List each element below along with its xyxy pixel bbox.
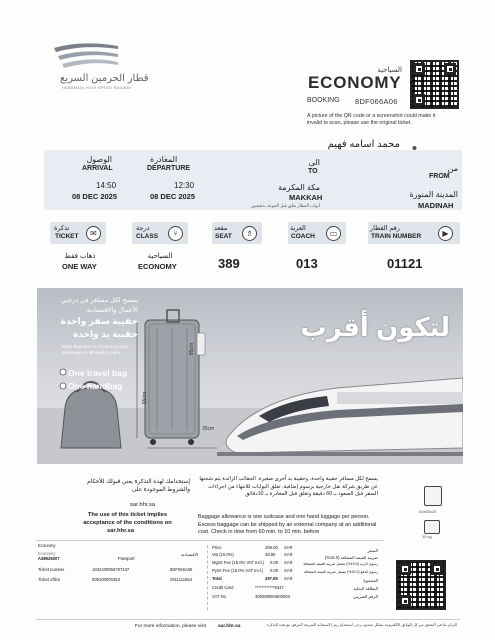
coach-label-ar: العربة <box>290 225 306 232</box>
vat-value: 38.85 <box>265 552 276 557</box>
receipt-id-label: Economy <box>38 551 56 556</box>
total-value: 297.85 <box>265 576 278 581</box>
dimension-width: 35cm <box>202 426 215 432</box>
to-station-ar: مكة المكرمة <box>278 183 320 192</box>
footer-more-info: For more information, please visit <box>135 624 206 629</box>
to-station-en: MAKKAH <box>289 193 323 202</box>
from-label-en: FROM <box>429 173 450 180</box>
vat-no-label: VAT No <box>212 594 226 599</box>
currency-total: SAR <box>284 576 293 581</box>
coach-label-en: COACH <box>291 233 315 240</box>
card-label-ar: البطاقة البنكية <box>353 586 378 591</box>
terms-left-ar: إستخدامك لهذه التذكرة يعني قبولك للأحكام والشروط الموجودة على <box>87 479 190 493</box>
terms-right-en: Baggage allowance is one suitcase and one hand luggage per person. Excess baggage can be shipped by an external company at an additional cost. Check in time from 60 min. to 10 min. before <box>198 514 377 535</box>
terms-right-ar: يسمح لكل مسافر حقيبة واحدة، وحقيبة يد أخرى صغيرة. الحقائب الزائدة يتم شحنها عن طريق شركة نقل خارجية برسوم إضافية. تغلق البوابات للانتهاء من اجراءات السفر قبل الصعود بـ 60 دقيقة وتغلق قبل المغادرة بـ 10دقائق <box>199 476 378 497</box>
brand-logo <box>52 40 122 74</box>
from-station-en: MADINAH <box>418 201 454 210</box>
train-logo-icon <box>52 40 122 74</box>
weight-label: 10 kg <box>422 534 432 539</box>
ticket-value-en: ONE WAY <box>62 262 97 271</box>
mgmt-fee-label: Mgmt Fee (15.0% VAT Incl.) <box>212 560 265 565</box>
arrival-label-en: ARRIVAL <box>82 165 113 172</box>
footer-ar: التزام منا في التحقق من كل الوثائق الالكترونية بشكل صحيح يرجى استخدام رمز الاستجابة السريعة المرفق مع هذه التذكرة <box>266 623 457 627</box>
footer-link[interactable]: sar.hhr.sa <box>218 624 241 629</box>
seat-icon: ♗ <box>242 226 257 241</box>
footer-rule <box>36 619 460 620</box>
currency-price: SAR <box>284 545 293 550</box>
train-number-label-en: TRAIN NUMBER <box>371 233 422 240</box>
train-number-value: 01121 <box>387 256 423 271</box>
ticket-value-ar: ذهاب فقط <box>64 253 96 260</box>
seat-class-icon: ⑂ <box>168 226 183 241</box>
doors-note-ar: أبواب القطار تغلق قبل الموعد بدقيقتين <box>250 203 320 208</box>
dimension-height: 65cm <box>142 391 149 405</box>
promo-allow-ar-1: يسمح لكل مسافر في درجتي <box>60 297 138 304</box>
to-label-en: TO <box>308 168 318 175</box>
currency-mgmt: SAR <box>284 560 293 565</box>
ticket-icon: ✉ <box>86 226 101 241</box>
mgmt-fee-value: 0.00 <box>270 560 279 565</box>
currency-vat: SAR <box>284 552 293 557</box>
arrival-time: 14:50 <box>96 181 117 190</box>
seat-label-en: SEAT <box>215 233 232 240</box>
user-icon <box>410 141 419 150</box>
train-number-label-ar: رقم القطار <box>370 225 400 232</box>
class-english: ECONOMY <box>308 73 402 92</box>
receipt-passport-ar: الاقتصادية <box>181 552 198 557</box>
receipt-id-value: A38926007 <box>38 556 60 561</box>
booking-label: BOOKING <box>307 97 340 104</box>
weight-icon <box>424 520 440 534</box>
departure-date: 08 DEC 2025 <box>150 192 196 201</box>
brand-arabic-name: قطار الحرمين السريع <box>60 73 149 84</box>
small-bag-label: 40x30x20 <box>419 509 437 514</box>
seat-label-ar: مقعد <box>214 225 228 232</box>
qr-notice: A picture of the QR code or a screenshot could make it invalid to scan, please use the original ticket. <box>307 113 436 126</box>
to-label-ar: الى <box>308 158 320 167</box>
receipt-class: Economy <box>38 543 56 548</box>
currency-pymt: SAR <box>284 568 293 573</box>
ticket-office-label: Ticket office <box>38 577 61 582</box>
class-arabic: السياحية <box>377 67 402 74</box>
price-label: Price <box>212 545 222 550</box>
receipt-qr-code <box>396 560 446 610</box>
terms-left-link-ar[interactable]: sar.hhr.sa <box>130 502 156 508</box>
pymt-fee-label: Pymt Fee (15.0% VAT Incl.) <box>212 568 264 573</box>
ticket-number-label: Ticket number <box>38 567 65 572</box>
coach-icon: ▭ <box>326 226 341 241</box>
departure-label-ar: المغادرة <box>150 155 178 164</box>
terms-left-link-en[interactable]: sar.hhr.sa <box>107 528 135 534</box>
class-value-ar: السياحية <box>147 253 173 260</box>
dimension-depth: 85cm <box>189 342 196 356</box>
price-value: 259.00 <box>265 545 278 550</box>
ticket-office-value: 009100000353 <box>92 577 120 582</box>
promo-allow-en: Each Business or Economy class passenger is allowed to carry <box>62 344 129 355</box>
coach-value: 013 <box>296 256 318 271</box>
pymt-fee-value: 0.00 <box>270 568 279 573</box>
promo-hand-bag-ar: حقيبة يد واحدة <box>72 329 138 339</box>
vat-label-ar: ضريبة القيمة المضافة (15.0%) <box>324 555 378 560</box>
departure-label-en: DEPARTURE <box>147 165 191 172</box>
arrival-label-ar: الوصول <box>86 155 112 164</box>
vat-label: Vat (15.0%) <box>212 552 234 557</box>
ticket-office-ref: 2511111854 <box>170 577 193 582</box>
seat-value: 389 <box>218 256 240 271</box>
vat-no-value: 300008084600003 <box>255 594 290 599</box>
pymt-label-ar: رسوم الدفع (15.0%) تشمل ضريبة القيمة المضافة <box>303 570 378 574</box>
ticket-label-ar: تذكرة <box>54 225 70 232</box>
terms-left-en: The use of this ticket implies acceptance of the conditions on <box>83 512 172 526</box>
train-icon: ▶ <box>438 226 453 241</box>
from-station-ar: المدينة المنورة <box>409 190 458 199</box>
vat-no-label-ar: الرقم الضريبي <box>352 594 378 599</box>
promo-headline-ar: لتكون أقرب <box>300 312 450 342</box>
class-label-en: CLASS <box>136 233 159 240</box>
total-label: Total <box>212 576 222 581</box>
brand-english-name: HARAMAIN HIGH SPEED RAILWAY <box>62 86 133 90</box>
departure-time: 12:30 <box>174 181 195 190</box>
receipt-divider <box>207 545 208 610</box>
ticket-label-en: TICKET <box>55 233 79 240</box>
arrival-date: 08 DEC 2025 <box>72 192 118 201</box>
passenger-name: محمد اسامه فهيم <box>327 139 400 150</box>
from-label-ar: من <box>447 164 458 173</box>
booking-qr-code <box>410 60 459 109</box>
promo-allow-ar-2: الأعمال والاقتصادية: <box>85 307 138 314</box>
credit-card-label: Credit Card <box>212 585 234 590</box>
promo-travel-bag-ar: حقيبة سفر واحدة <box>60 316 138 326</box>
class-value-en: ECONOMY <box>138 262 177 271</box>
promo-travel-bag-en: One travel bag <box>68 368 128 378</box>
class-label-ar: درجة <box>136 225 150 232</box>
total-label-ar: المجموع <box>363 578 378 583</box>
receipt-passport-label: Passport <box>118 556 135 561</box>
credit-card-value: ************5347 <box>255 585 284 590</box>
promo-hand-bag-en: One handbag <box>68 381 123 391</box>
ticket-number-value: 1832430956797437 <box>92 567 130 572</box>
mgmt-label-ar: رسوم ادارية (15.0%) تشمل ضريبة القيمة المضافة <box>303 562 378 566</box>
ticket-number-ref: 8DF066A06 <box>170 567 193 572</box>
small-bag-icon <box>424 486 442 506</box>
booking-code: 8DF066A06 <box>355 97 398 106</box>
price-label-ar: السعر <box>367 548 378 553</box>
